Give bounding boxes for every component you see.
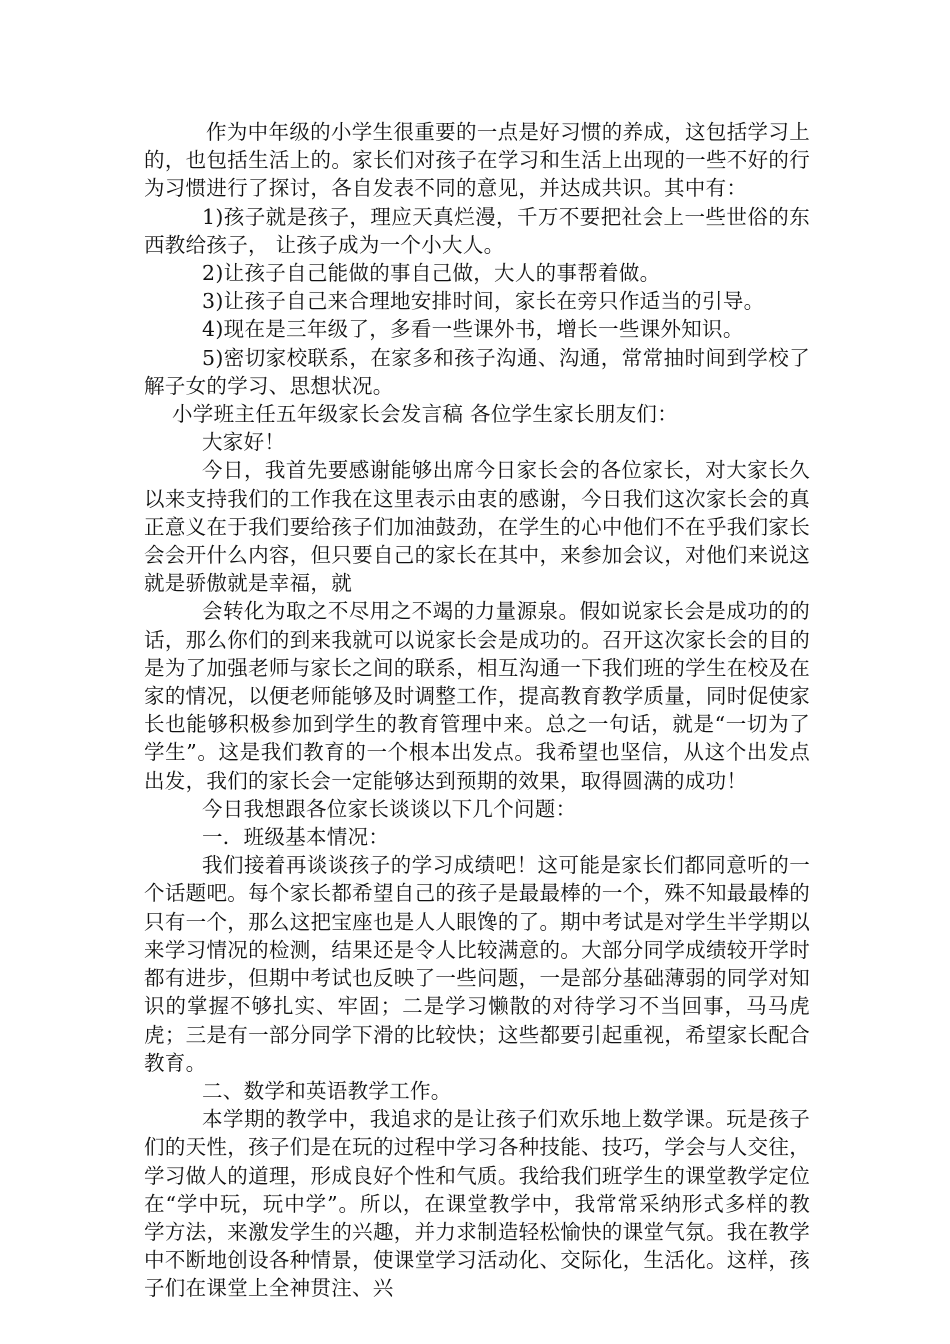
list-item-3: 3)让孩子自己来合理地安排时间，家长在旁只作适当的引导。: [202, 289, 765, 314]
list-item-2: 2)让孩子自己能做的事自己做，大人的事帮着做。: [202, 261, 661, 286]
list-item-1: 1)孩子就是孩子，理应天真烂漫，千万不要把社会上一些世俗的东西教给孩子， 让孩子成为一个小大人。: [144, 204, 810, 257]
list-item-5: 5)密切家校联系，在家多和孩子沟通、沟通，常常抽时间到学校了解子女的学习、思想状况。: [144, 345, 810, 398]
paragraph-thanks: 今日，我首先要感谢能够出席今日家长会的各位家长，对大家长久以来支持我们的工作我在这里表示由衷的感谢，今日我们这次家长会的真正意义在于我们要给孩子们加油鼓劲，在学生的心中他们不在乎我们家长会会开什么内容，但只要自己的家长在其中，来参加会议，对他们来说这就是骄傲就是幸福，就: [144, 458, 810, 596]
paragraph-teaching: 本学期的教学中，我追求的是让孩子们欢乐地上数学课。玩是孩子们的天性，孩子们是在玩的过程中学习各种技能、技巧，学会与人交往，学习做人的道理，形成良好个性和气质。我给我们班学生的课堂教学定位在“学中玩，玩中学”。所以，在课堂教学中，我常常采纳形式多样的教学方法，来激发学生的兴趣，并力求制造轻松愉快的课堂气氛。我在教学中不断地创设各种情景，使课堂学习活动化、交际化，生活化。这样，孩子们在课堂上全神贯注、兴: [144, 1107, 810, 1301]
section-heading-2: 二、数学和英语教学工作。: [202, 1078, 452, 1103]
paragraph-grades: 我们接着再谈谈孩子的学习成绩吧！这可能是家长们都同意听的一个话题吧。每个家长都希望自己的孩子是最最棒的一个，殊不知最最棒的只有一个，那么这把宝座也是人人眼馋的了。期中考试是对学生半学期以来学习情况的检测，结果还是令人比较满意的。大部分同学成绩较开学时都有进步，但期中考试也反映了一些问题，一是部分基础薄弱的同学对知识的掌握不够扎实、牢固；二是学习懒散的对待学习不当回事，马马虎虎；三是有一部分同学下滑的比较快；这些都要引起重视，希望家长配合教育。: [144, 853, 810, 1075]
document-page: [144, 118, 810, 1303]
paragraph-habits-intro: 作为中年级的小学生很重要的一点是好习惯的养成，这包括学习上的，也包括生活上的。家长们对孩子在学习和生活上出现的一些不好的行为习惯进行了探讨，各自发表不同的意见，并达成共识。其中有：: [144, 120, 810, 201]
paragraph-purpose: 会转化为取之不尽用之不竭的力量源泉。假如说家长会是成功的的话，那么你们的到来我就可以说家长会是成功的。召开这次家长会的目的是为了加强老师与家长之间的联系，相互沟通一下我们班的学生在校及在家的情况，以便老师能够及时调整工作，提高教育教学质量，同时促使家长也能够积极参加到学生的教育管理中来。总之一句话，就是“一切为了学生”。这是我们教育的一个根本出发点。我希望也坚信，从这个出发点出发，我们的家长会一定能够达到预期的效果，取得圆满的成功！: [144, 599, 810, 793]
paragraph-topics-intro: 今日我想跟各位家长谈谈以下几个问题：: [202, 796, 577, 821]
greeting: 大家好！: [202, 430, 286, 455]
section-heading-1: 一．班级基本情况：: [202, 825, 390, 850]
list-item-4: 4)现在是三年级了，多看一些课外书，增长一些课外知识。: [202, 317, 744, 342]
speech-title-line: 小学班主任五年级家长会发言稿 各位学生家长朋友们：: [172, 402, 679, 427]
